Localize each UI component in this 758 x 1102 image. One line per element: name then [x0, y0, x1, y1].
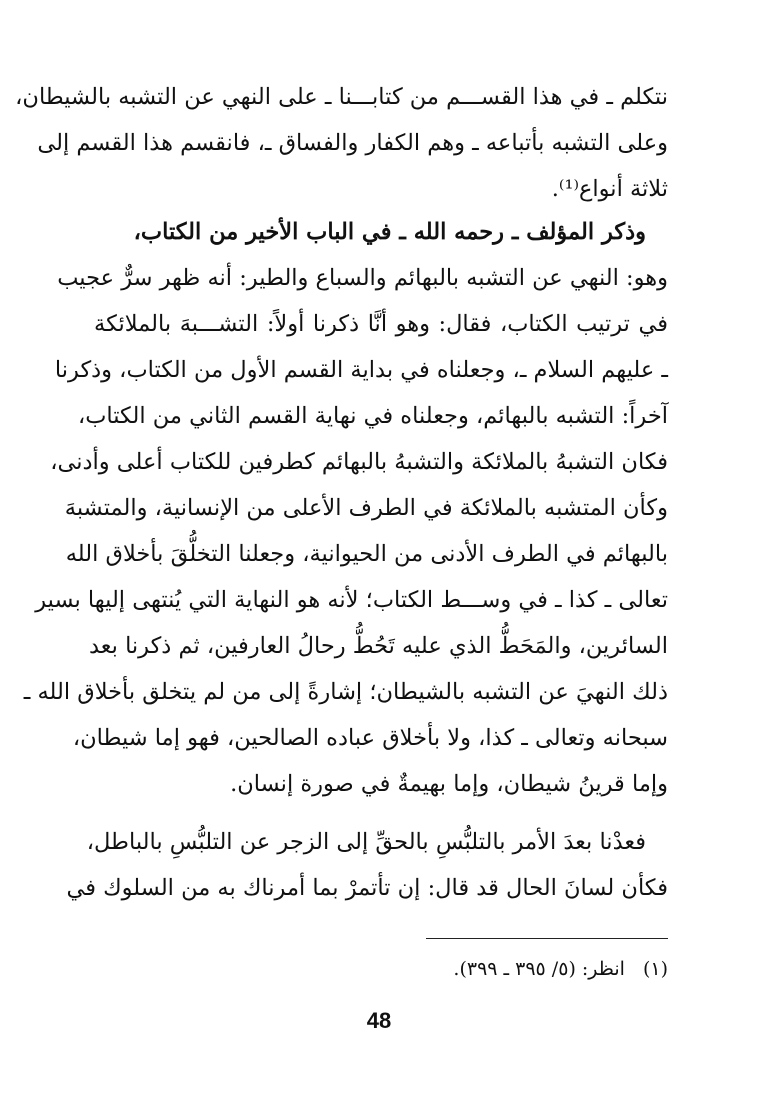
text-line: آخراً: التشبه بالبهائم، وجعلناه في نهاية القسم الثاني من الكتاب،	[77, 403, 668, 429]
text-line: في ترتيب الكتاب، فقال: وهو أنَّا ذكرنا أولاً: التشـــبهَ بالملائكة	[94, 311, 668, 337]
text-line: وإما قرينُ شيطان، وإما بهيمةٌ في صورة إنسان.	[230, 771, 668, 797]
footnote-text: انظر: (٥/ ٣٩٥ ـ ٣٩٩).	[453, 958, 625, 980]
paragraph-1	[15, 74, 668, 212]
text-line: ثلاثة أنواع⁽¹⁾.	[551, 176, 668, 202]
text-line: بالبهائم في الطرف الأدنى من الحيوانية، وجعلنا التخلُّقَ بأخلاق الله	[65, 541, 668, 567]
footnote-divider	[426, 938, 668, 939]
footnote-number: (١)	[642, 958, 668, 980]
text-line-bold: وذكر المؤلف ـ رحمه الله ـ في الباب الأخير من الكتاب،	[133, 219, 646, 245]
text-line: تعالى ـ كذا ـ في وســـط الكتاب؛ لأنه هو النهاية التي يُنتهى إليها بسير	[35, 587, 668, 613]
paragraph-3	[66, 819, 668, 911]
paragraph-2	[23, 209, 668, 807]
text-line: ـ عليهم السلام ـ، وجعلناه في بداية القسم الأول من الكتاب، وذكرنا	[54, 357, 668, 383]
text-line: فكأن لسانَ الحال قد قال: إن تأتمرْ بما أمرناك به من السلوك في	[66, 875, 668, 901]
page-number: 48	[366, 1008, 392, 1033]
text-line: السائرين، والمَحَطُّ الذي عليه تَحُطُّ رحالُ العارفين، ثم ذكرنا بعد	[88, 633, 668, 659]
text-line: وعلى التشبه بأتباعه ـ وهم الكفار والفساق ـ، فانقسم هذا القسم إلى	[37, 130, 668, 156]
text-line: ذلك النهيَ عن التشبه بالشيطان؛ إشارةً إلى من لم يتخلق بأخلاق الله ـ	[23, 679, 668, 705]
text-line: سبحانه وتعالى ـ كذا، ولا بأخلاق عباده الصالحين، فهو إما شيطان،	[72, 725, 668, 751]
text-line: نتكلم ـ في هذا القســـم من كتابـــنا ـ على النهي عن التشبه بالشيطان،	[15, 84, 668, 110]
text-line: فعدْنا بعدَ الأمر بالتلبُّسِ بالحقِّ إلى الزجر عن التلبُّسِ بالباطل،	[86, 829, 646, 855]
footnote	[453, 955, 668, 983]
text-line: وكأن المتشبه بالملائكة في الطرف الأعلى من الإنسانية، والمتشبهَ	[64, 495, 668, 521]
text-line: وهو: النهي عن التشبه بالبهائم والسباع والطير: أنه ظهر سرٌّ عجيب	[57, 265, 668, 291]
text-line: فكان التشبهُ بالملائكة والتشبهُ بالبهائم كطرفين للكتاب أعلى وأدنى،	[50, 449, 668, 475]
